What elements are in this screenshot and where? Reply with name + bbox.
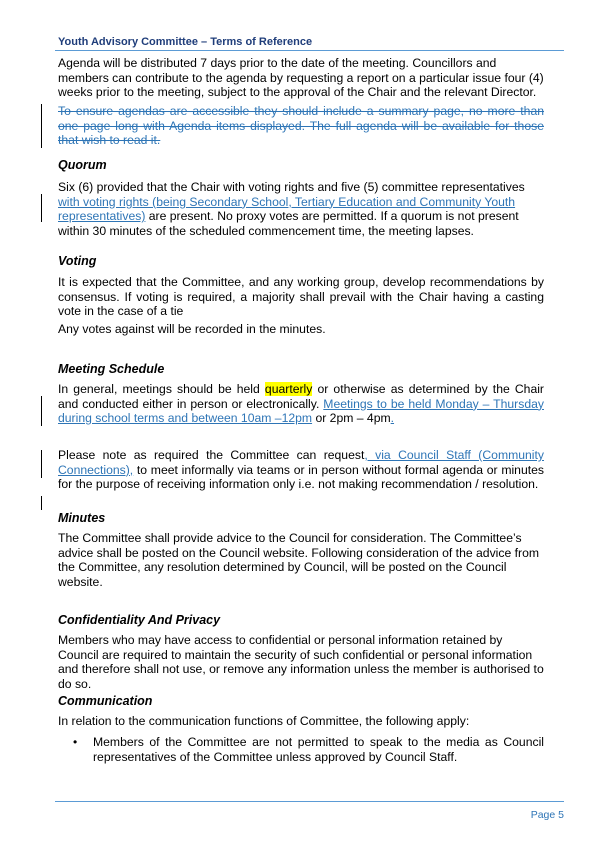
bullet-item: Members of the Committee are not permitted to speak to the media as Council representatives of the Committee unless approved by Council Staff. bbox=[93, 735, 544, 764]
page-number: Page 5 bbox=[530, 809, 564, 821]
schedule-text: to meet informally via teams or in person without formal agenda or minutes for the purpose of receiving information only i.e. not making recommendation / resolution. bbox=[58, 462, 544, 492]
bullet-marker: • bbox=[73, 735, 78, 749]
confidentiality-paragraph: Members who may have access to confidential or personal information retained by Council are required to maintain the security of such confidential or personal information and therefore shall not use, or remove any information unless the member is authorised to do so. bbox=[58, 633, 544, 691]
deleted-text: To ensure agendas are accessible they should include a summary page, no more than one page long with Agenda items displayed. The full agenda will be available for those that wish to read it. bbox=[58, 104, 544, 148]
voting-heading: Voting bbox=[58, 254, 97, 268]
inserted-text: . bbox=[390, 411, 395, 426]
quorum-paragraph bbox=[58, 180, 544, 238]
change-bar bbox=[41, 496, 42, 510]
quorum-text: Six (6) provided that the Chair with voting rights and five (5) committee representatives bbox=[58, 180, 525, 194]
change-bar bbox=[41, 450, 42, 478]
header-divider bbox=[55, 50, 564, 51]
schedule-text: In general, meetings should be held bbox=[58, 382, 265, 396]
schedule-paragraph bbox=[58, 382, 544, 426]
voting-note: Any votes against will be recorded in the minutes. bbox=[58, 322, 326, 336]
change-bar bbox=[41, 194, 42, 222]
communication-heading: Communication bbox=[58, 694, 153, 708]
schedule-text: or 2pm – 4pm bbox=[312, 411, 391, 426]
minutes-heading: Minutes bbox=[58, 511, 106, 525]
change-bar bbox=[41, 396, 42, 426]
voting-paragraph: It is expected that the Committee, and any working group, develop recommendations by consensus. If voting is required, a majority shall prevail with the Chair having a casting vote in the case of a tie bbox=[58, 275, 544, 319]
schedule-text: or otherwise as determined by the Chair and conducted either in person or electronically. bbox=[58, 382, 544, 411]
meeting-schedule-heading: Meeting Schedule bbox=[58, 362, 165, 376]
agenda-paragraph: Agenda will be distributed 7 days prior to the date of the meeting. Councillors and members can contribute to the agenda by requesting a report on a particular issue four (4) weeks prior to the meeting, subject to the approval of the Chair and the relevant Director. bbox=[58, 56, 544, 100]
quorum-text: are present. No proxy votes are permitted. If a quorum is not present within 30 minutes of the scheduled commencement time, the meeting lapses. bbox=[58, 209, 519, 238]
inserted-text: , via Council Staff (Community Connections), bbox=[58, 448, 544, 477]
highlighted-text: quarterly bbox=[264, 382, 313, 396]
schedule-text: Please note as required the Committee can request bbox=[58, 448, 365, 462]
document-header: Youth Advisory Committee – Terms of Reference bbox=[58, 36, 313, 48]
quorum-heading: Quorum bbox=[58, 158, 107, 172]
communication-paragraph: In relation to the communication functions of Committee, the following apply: bbox=[58, 714, 470, 728]
change-bar bbox=[41, 104, 42, 148]
minutes-paragraph: The Committee shall provide advice to the Council for consideration. The Committee’s advice shall be posted on the Council website. Following consideration of the advice from the Committee, any resolution determined by Council, will be posted on the Council website. bbox=[58, 531, 540, 589]
footer-divider bbox=[55, 801, 564, 802]
informal-meeting-paragraph bbox=[58, 448, 544, 492]
deleted-agenda-paragraph bbox=[58, 104, 544, 148]
inserted-text: Meetings to be held Monday – Thursday during school terms and between 10am –12pm bbox=[58, 396, 544, 426]
confidentiality-heading: Confidentiality And Privacy bbox=[58, 613, 221, 627]
inserted-text: with voting rights (being Secondary School, Tertiary Education and Community Youth representatives) bbox=[58, 194, 516, 224]
